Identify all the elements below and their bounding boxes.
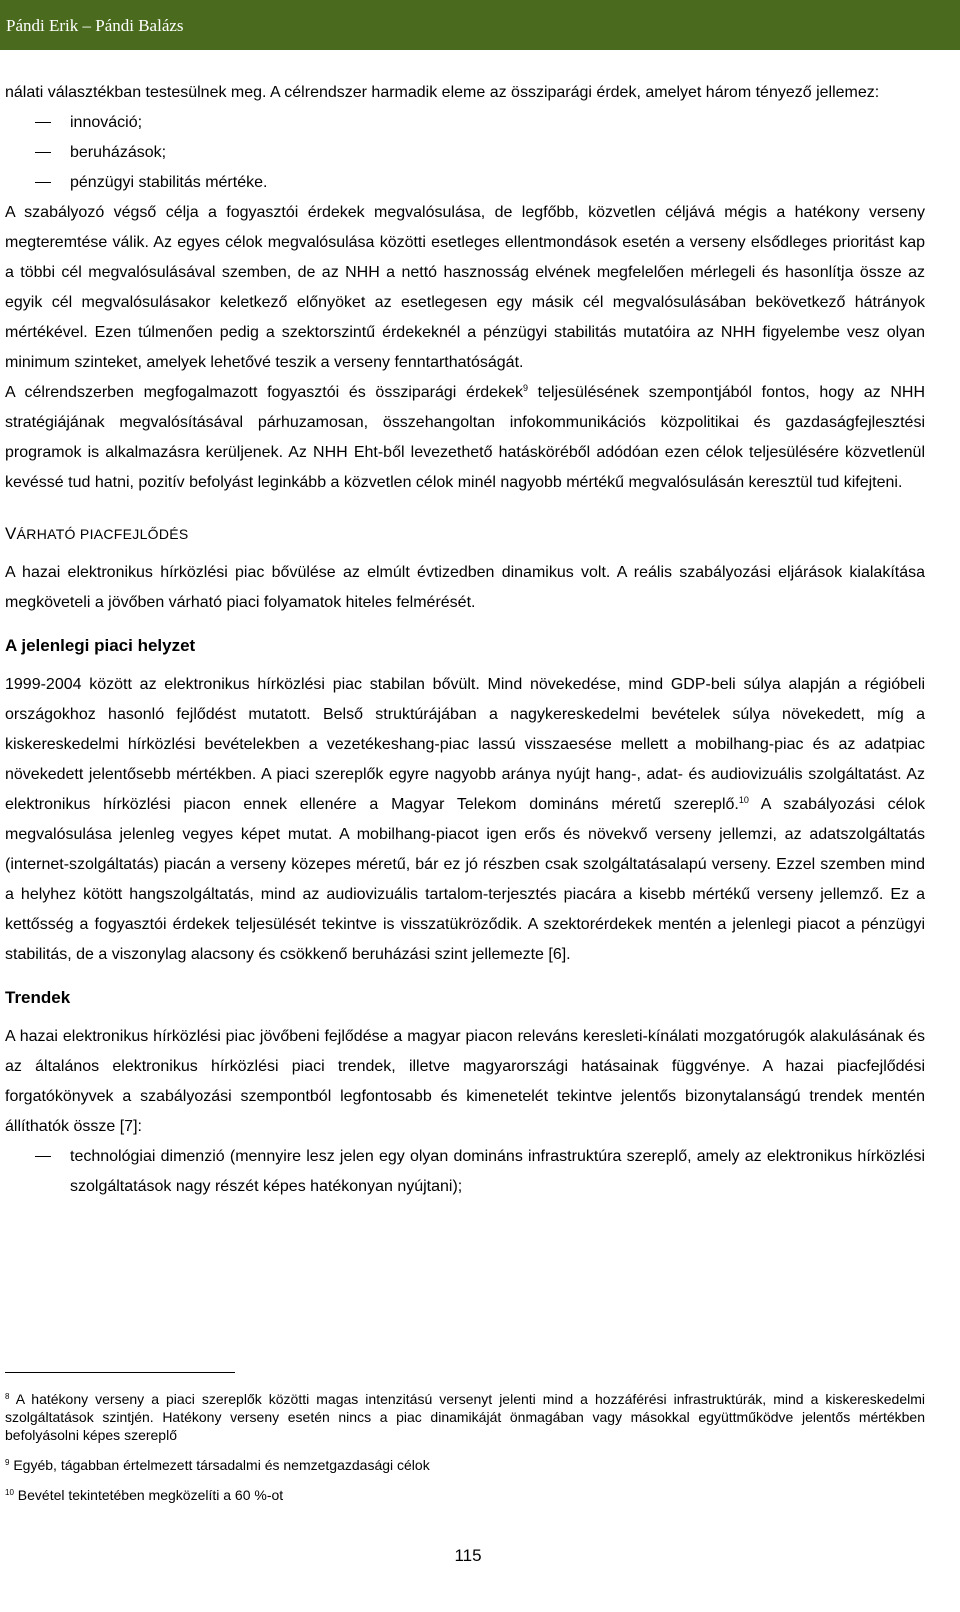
main-content [5,78,925,1202]
footnote-divider [5,1372,235,1373]
section-title: VÁRHATÓ PIACFEJLŐDÉS [5,524,189,543]
paragraph-4: A hazai elektronikus hírközlési piac bővülése az elmúlt évtizedben dinamikus volt. A reális szabályozási eljárások kialakítása megköveteli a jövőben várható piaci folyamatok hiteles felmérését. [5,564,925,611]
list-item: innováció; [5,108,925,138]
paragraph-1: nálati választékban testesülnek meg. A célrendszer harmadik eleme az össziparági érdek, amelyet három tényező jellemez: [5,84,880,101]
header-title: Pándi Erik – Pándi Balázs [6,16,184,35]
paragraph-6: A hazai elektronikus hírközlési piac jövőbeni fejlődése a magyar piacon releváns keresleti-kínálati mozgatórugók alakulásának és az általános elektronikus hírközlési piaci trendek, illetve magyarországi hatásainak függvénye. A hazai piacfejlődési forgatókönyvek a szabályozási szempontból legfontosabb és kimenetelét tekintve jelentős bizonytalanságú trendek mentén állíthatók össze [7]: [5,1028,925,1135]
list-item: technológiai dimenzió (mennyire lesz jelen egy olyan domináns infrastruktúra szereplő, amely az elektronikus hírközlési szolgáltatások nagy részét képes hatékonyan nyújtani); [5,1142,925,1202]
footnote-ref[interactable]: 10 [738,795,749,805]
footnote-10: $^{10}$ Bevétel tekintetében megközelíti a 60 %-ot [5,1487,284,1503]
paragraph-2: A szabályozó végső célja a fogyasztói érdekek megvalósulása, de legfőbb, közvetlen céljává mégis a hatékony verseny megteremtése válik. Az egyes célok megvalósulása közötti esetleges ellentmondások esetén a verseny elsődleges prioritást kap a többi cél megvalósulásával szemben, de az NHH a nettó hasznosság elvének megfelelően mérlegeli és hasonlítja össze az egyik cél megvalósulásakor keletkező előnyöket az esetlegesen egy másik cél megvalósulásában bekövetkező hátrányok mértékével. Ezen túlmenően pedig a szektorszintű érdekeknél a pénzügyi stabilitás mutatóira az NHH figyelembe vesz olyan minimum szinteket, amelyek lehetővé teszik a verseny fenntarthatóságát. [5,204,925,371]
footnote-9: $^9$ Egyéb, tágabban értelmezett társadalmi és nemzetgazdasági célok [5,1457,430,1473]
footnote-8: $^8$ A hatékony verseny a piaci szereplők közötti magas intenzitású versenyt jelenti mind a hozzáférési infrastruktúrák, mind a kiskereskedelmi szolgáltatások szintjén. Hatékony verseny esetén nincs a piac dinamikáját önmagában vagy másokkal együttműködve jelentős mértékben befolyásolni képes szereplő [5,1391,925,1443]
list-item: beruházások; [5,138,925,168]
subheading-current-market: A jelenlegi piaci helyzet [5,636,196,655]
factor-list [5,108,925,198]
footnote-ref[interactable]: 9 [522,383,528,393]
list-item: pénzügyi stabilitás mértéke. [5,168,925,198]
page-header [0,0,960,50]
paragraph-3: A célrendszerben megfogalmazott fogyasztói és össziparági érdekek$^9$ teljesülésének szempontjából fontos, hogy az NHH stratégiájának megvalósításával párhuzamosan, összehangoltan infokommunikációs közpolitikai és gazdaságfejlesztési programok is alkalmazásra kerüljenek. Az NHH Eht-ből levezethető hatásköréből adódóan ezen célok teljesülésére közvetlenül kevéssé tud hatni, pozitív befolyást leginkább a közvetlen célok minél nagyobb mértékű megvalósulásán keresztül tud kifejteni. [5,383,926,491]
paragraph-5: 1999-2004 között az elektronikus hírközlési piac stabilan bővült. Mind növekedése, mind GDP-beli súlya alapján a régióbeli országokhoz hasonló fejlődést mutatott. Belső struktúrájában a nagykereskedelmi bevételek súlya növekedett, míg a kiskereskedelmi hírközlési bevételekben a vezetékeshang-piac lassú visszaesése mellett a mobilhang-piac és az adatpiac növekedett jelentősebb mértékben. A piaci szereplők egyre nagyobb aránya nyújt hang-, adat- és audiovizuális szolgáltatást. Az elektronikus hírközlési piacon ennek ellenére a Magyar Telekom domináns méretű szereplő.$^{10}$ A szabályozási célok megvalósulása jelenleg vegyes képet mutat. A mobilhang-piacot igen erős és növekvő verseny jellemzi, az adatszolgáltatás (internet-szolgáltatás) piacán a verseny közepes méretű, bár ez jó részben csak szolgáltatásalapú verseny. Ezzel szemben mind a helyhez kötött hangszolgáltatás, mind az audiovizuális tartalom-terjesztés piacára a kisebb mértékű verseny jellemző. Ez a kettősség a fogyasztói érdekek teljesülését tekintve is visszatükröződik. A szektorérdekek mentén a jelenlegi piacot a pénzügyi stabilitás, de a viszonylag alacsony és csökkenő beruházási szint jellemezte [6]. [5,676,925,963]
page-number: 115 [454,1546,482,1565]
trend-list [5,1142,925,1202]
subheading-trends: Trendek [5,988,71,1007]
footnotes [5,1390,925,1516]
